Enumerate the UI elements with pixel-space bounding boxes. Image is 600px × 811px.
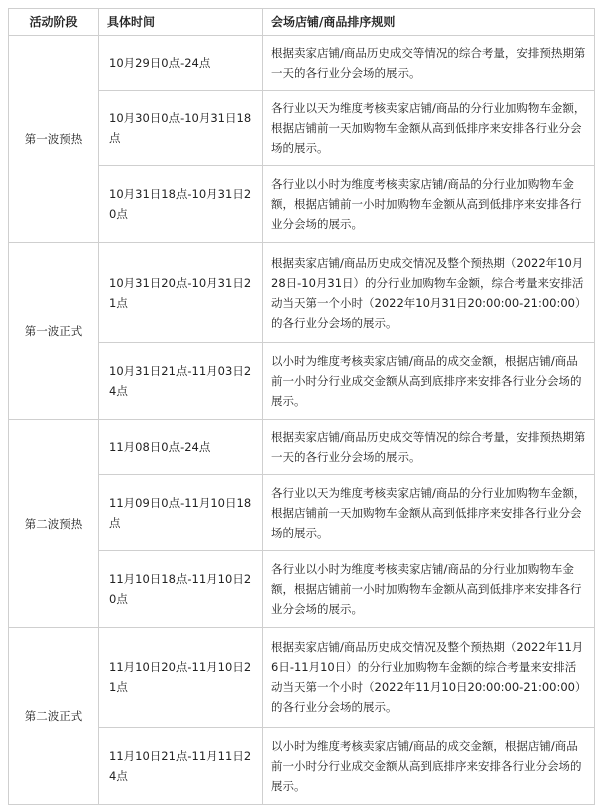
rule-cell: 以小时为维度考核卖家店铺/商品的成交金额，根据店铺/商品前一小时分行业成交金额从高到底排序来安排各行业分会场的展示。 [263, 727, 595, 804]
header-rule: 会场店铺/商品排序规则 [263, 9, 595, 36]
stage-cell: 第二波正式 [9, 627, 99, 804]
rule-cell: 根据卖家店铺/商品历史成交等情况的综合考量，安排预热期第一天的各行业分会场的展示。 [263, 420, 595, 475]
time-cell: 11月10日18点-11月10日20点 [99, 550, 263, 627]
rule-cell: 根据卖家店铺/商品历史成交等情况的综合考量，安排预热期第一天的各行业分会场的展示。 [263, 36, 595, 91]
header-stage: 活动阶段 [9, 9, 99, 36]
time-cell: 10月30日0点-10月31日18点 [99, 90, 263, 165]
table-row [9, 627, 595, 727]
schedule-table [8, 8, 595, 805]
time-cell: 11月09日0点-11月10日18点 [99, 475, 263, 550]
time-cell: 10月31日18点-10月31日20点 [99, 166, 263, 243]
rule-cell: 各行业以天为维度考核卖家店铺/商品的分行业加购物车金额，根据店铺前一天加购物车金额从高到低排序来安排各行业分会场的展示。 [263, 90, 595, 165]
stage-cell: 第一波预热 [9, 36, 99, 243]
table-row [9, 243, 595, 343]
rule-cell: 各行业以天为维度考核卖家店铺/商品的分行业加购物车金额，根据店铺前一天加购物车金额从高到低排序来安排各行业分会场的展示。 [263, 475, 595, 550]
table-row [9, 420, 595, 475]
time-cell: 11月10日21点-11月11日24点 [99, 727, 263, 804]
time-cell: 11月10日20点-11月10日21点 [99, 627, 263, 727]
stage-cell: 第二波预热 [9, 420, 99, 627]
time-cell: 11月08日0点-24点 [99, 420, 263, 475]
time-cell: 10月31日21点-11月03日24点 [99, 343, 263, 420]
rule-cell: 以小时为维度考核卖家店铺/商品的成交金额，根据店铺/商品前一小时分行业成交金额从高到底排序来安排各行业分会场的展示。 [263, 343, 595, 420]
rule-cell: 根据卖家店铺/商品历史成交情况及整个预热期（2022年11月6日-11月10日）的分行业加购物车金额的综合考量来安排活动当天第一个小时（2022年11月10日20:00:00-21:00:00）的各行业分会场的展示。 [263, 627, 595, 727]
stage-cell: 第一波正式 [9, 243, 99, 420]
rule-cell: 各行业以小时为维度考核卖家店铺/商品的分行业加购物车金额，根据店铺前一小时加购物车金额从高到低排序来安排各行业分会场的展示。 [263, 166, 595, 243]
time-cell: 10月31日20点-10月31日21点 [99, 243, 263, 343]
rule-cell: 根据卖家店铺/商品历史成交情况及整个预热期（2022年10月28日-10月31日）的分行业加购物车金额，综合考量来安排活动当天第一个小时（2022年10月31日20:00:00-21:00:00）的各行业分会场的展示。 [263, 243, 595, 343]
time-cell: 10月29日0点-24点 [99, 36, 263, 91]
header-time: 具体时间 [99, 9, 263, 36]
schedule-table-container [8, 8, 594, 805]
table-row [9, 36, 595, 91]
rule-cell: 各行业以小时为维度考核卖家店铺/商品的分行业加购物车金额，根据店铺前一小时加购物车金额从高到低排序来安排各行业分会场的展示。 [263, 550, 595, 627]
table-header-row [9, 9, 595, 36]
